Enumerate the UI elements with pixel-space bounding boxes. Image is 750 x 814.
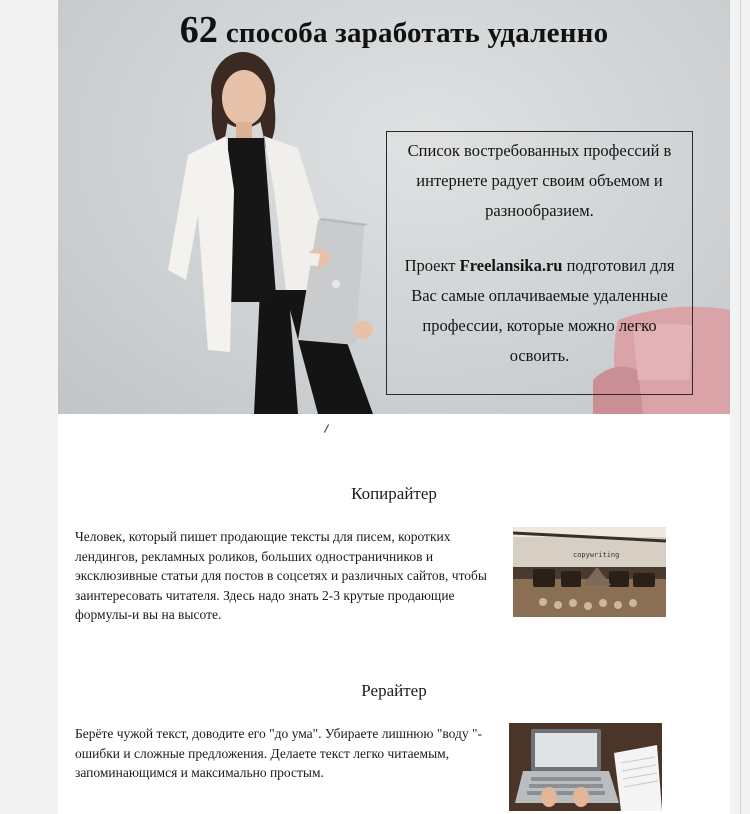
info-paragraph-2-suffix: подготовил для Вас самые оплачиваемые удаленные профессии, которые можно легко освоить. — [411, 256, 675, 365]
typewriter-icon — [513, 527, 666, 617]
section-title-rewriter: Рерайтер — [361, 681, 427, 700]
copywriting-image-label: copywriting — [573, 551, 620, 559]
info-paragraph-2-prefix: Проект — [404, 256, 460, 275]
brand-name: Freelansika.ru — [459, 256, 563, 275]
page-edge — [740, 0, 741, 814]
info-paragraph-2 — [397, 251, 682, 371]
title-text: способа заработать удаленно — [225, 17, 609, 49]
stray-mark — [324, 424, 329, 432]
info-paragraph-1: Список востребованных профессий в интернете радует своим объемом и разнообразием. — [407, 141, 672, 220]
woman-with-laptop-illustration — [168, 40, 388, 414]
laptop-typing-icon — [509, 723, 662, 811]
title-number: 62 — [179, 9, 219, 51]
info-box — [386, 131, 693, 395]
section-title-copywriter: Копирайтер — [351, 484, 437, 503]
hero-banner — [58, 0, 730, 414]
page-title — [58, 8, 730, 52]
section-text-rewriter: Берёте чужой текст, доводите его "до ума". Убираете лишнюю "воду "- ошибки и сложные предложения. Делаете текст легко читаемым, запоминающимся и максимально простым. — [75, 726, 482, 780]
document-page — [58, 0, 730, 814]
section-text-copywriter: Человек, который пишет продающие тексты для писем, коротких лендингов, рекламных роликов, больших одностраничников и эксклюзивные статьи для постов в соцсетях и различных сайтов, чтобы заинтересовать читателя. Здесь надо знать 2-3 крутые продающие формулы-и вы на высоте. — [75, 529, 487, 622]
